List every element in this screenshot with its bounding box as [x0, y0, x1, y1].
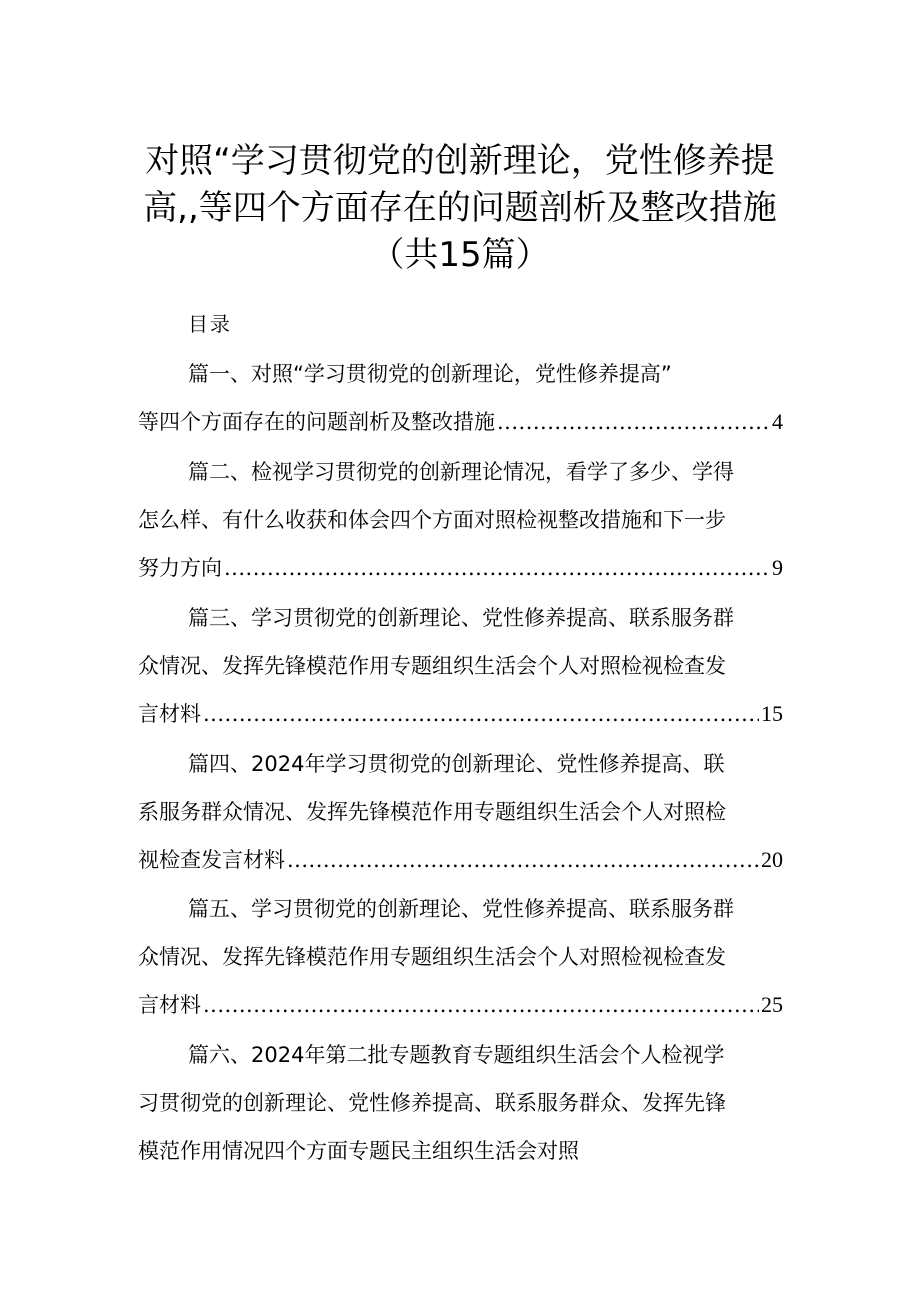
toc-page-number: 4 — [772, 409, 783, 434]
toc-entry-text: 篇四、2024年学习贯彻党的创新理论、党性修养提高、联 — [188, 752, 725, 776]
title-line-3: （共15篇） — [370, 235, 550, 275]
toc-entry-text: 篇三、学习贯彻党的创新理论、党性修养提高、联系服务群 — [188, 606, 734, 630]
toc-entry-line — [138, 544, 783, 592]
toc-entry-text: 众情况、发挥先锋模范作用专题组织生活会个人对照检视检查发 — [138, 945, 726, 969]
toc-leader-dots — [497, 398, 770, 446]
toc-entry-line — [138, 788, 783, 836]
toc-entry-line — [138, 1079, 783, 1127]
toc-heading: 目录 — [188, 312, 232, 336]
toc-entry-text: 篇一、对照“学习贯彻党的创新理论，党性修养提高” — [188, 362, 672, 386]
toc-entry-text: 等四个方面存在的问题剖析及整改措施 — [138, 410, 495, 434]
toc-page-number: 20 — [761, 847, 783, 872]
toc-entry-line — [138, 933, 783, 981]
toc-entry-line — [138, 1031, 783, 1079]
toc-entry-text: 怎么样、有什么收获和体会四个方面对照检视整改措施和下一步 — [138, 508, 726, 532]
toc-entry-1[interactable] — [138, 350, 783, 446]
toc-entry-text: 篇六、2024年第二批专题教育专题组织生活会个人检视学 — [188, 1043, 725, 1067]
toc-entry-text: 习贯彻党的创新理论、党性修养提高、联系服务群众、发挥先锋 — [138, 1091, 726, 1115]
toc-entry-line — [138, 398, 783, 446]
toc-page-number: 15 — [761, 701, 783, 726]
toc-leader-dots — [203, 690, 759, 738]
toc-entry-text: 篇二、检视学习贯彻党的创新理论情况，看学了多少、学得 — [188, 460, 734, 484]
toc-entry-line — [138, 690, 783, 738]
toc-entry-line — [138, 981, 783, 1029]
document-title — [100, 138, 820, 279]
title-line-1: 对照“学习贯彻党的创新理论，党性修养提 — [145, 141, 775, 181]
toc-page-number: 9 — [772, 555, 783, 580]
toc-entry-line — [138, 594, 783, 642]
toc-entry-text: 篇五、学习贯彻党的创新理论、党性修养提高、联系服务群 — [188, 897, 734, 921]
toc-leader-dots — [203, 981, 759, 1029]
toc-entry-text: 视检查发言材料 — [138, 848, 285, 872]
toc-entry-text: 努力方向 — [138, 556, 222, 580]
toc-entry-text: 系服务群众情况、发挥先锋模范作用专题组织生活会个人对照检 — [138, 800, 726, 824]
toc-entry-text: 模范作用情况四个方面专题民主组织生活会对照 — [138, 1139, 579, 1163]
toc-entry-line — [138, 496, 783, 544]
toc-leader-dots — [224, 544, 770, 592]
title-line-2: 高,,等四个方面存在的问题剖析及整改措施 — [143, 188, 777, 228]
toc-leader-dots — [287, 836, 759, 884]
toc-entry-line — [138, 885, 783, 933]
toc-page-number: 25 — [761, 992, 783, 1017]
toc-entry-4[interactable] — [138, 740, 783, 884]
toc-entry-2[interactable] — [138, 448, 783, 592]
toc-entry-line — [138, 836, 783, 884]
toc-entry-text: 众情况、发挥先锋模范作用专题组织生活会个人对照检视检查发 — [138, 654, 726, 678]
toc-entry-5[interactable] — [138, 885, 783, 1029]
toc-entry-3[interactable] — [138, 594, 783, 738]
toc-entry-line — [138, 740, 783, 788]
toc-entry-text: 言材料 — [138, 993, 201, 1017]
toc-entry-line — [138, 1127, 783, 1175]
toc-entry-6[interactable] — [138, 1031, 783, 1175]
toc-entry-line — [138, 642, 783, 690]
toc-entry-text: 言材料 — [138, 702, 201, 726]
toc-entry-line — [138, 350, 783, 398]
toc-entry-line — [138, 448, 783, 496]
